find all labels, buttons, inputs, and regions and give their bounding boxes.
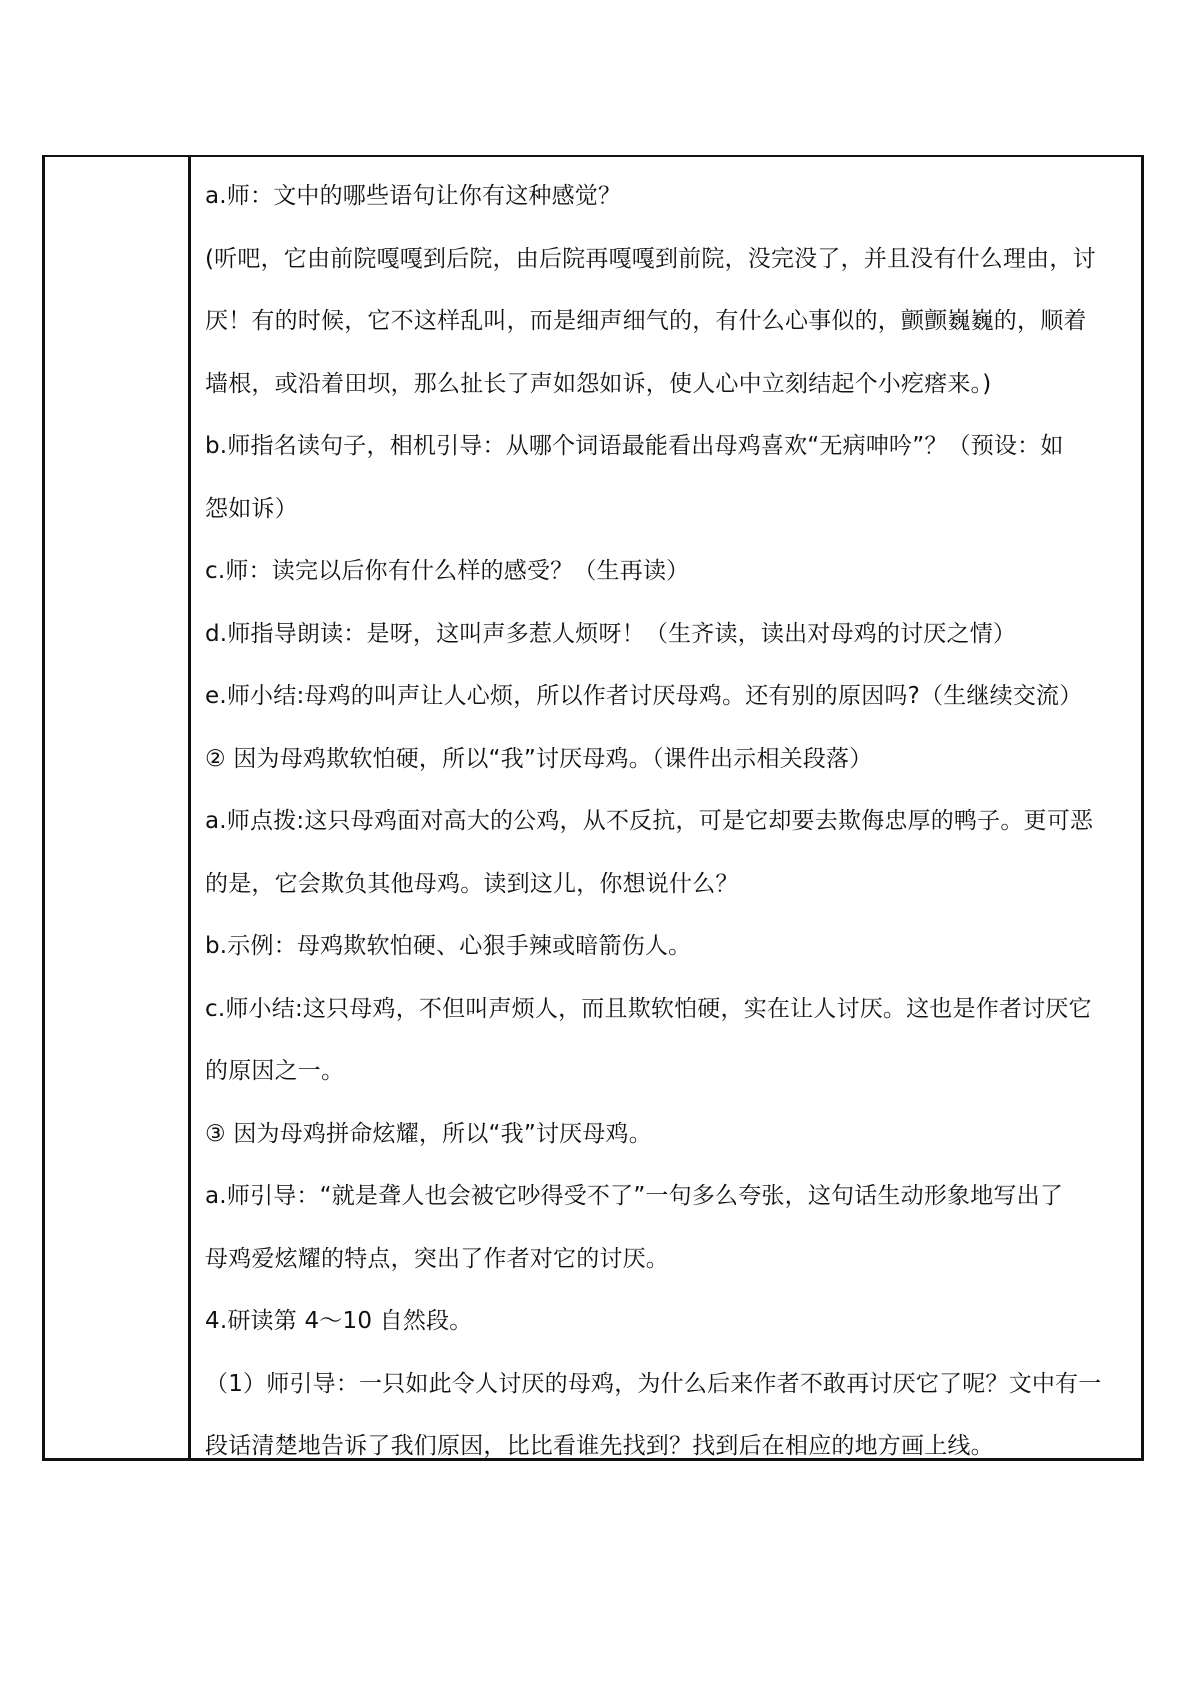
text-line: 的原因之一。 <box>205 1058 345 1084</box>
table-left-cell <box>45 157 191 1458</box>
lesson-table <box>42 155 1144 1461</box>
text-line: ② 因为母鸡欺软怕硬，所以“我”讨厌母鸡。（课件出示相关段落） <box>205 745 873 772</box>
text-line: 的是，它会欺负其他母鸡。读到这儿，你想说什么？ <box>205 870 739 897</box>
text-line: (听吧，它由前院嘎嘎到后院，由后院再嘎嘎到前院，没完没了，并且没有什么理由，讨 <box>205 245 1096 272</box>
text-line: a.师点拨:这只母鸡面对高大的公鸡，从不反抗，可是它却要去欺侮忠厚的鸭子。更可恶 <box>205 808 1094 834</box>
text-line: 4.研读第 4～10 自然段。 <box>205 1308 473 1334</box>
text-line: c.师：读完以后你有什么样的感受？（生再读） <box>205 558 690 584</box>
text-line: a.师：文中的哪些语句让你有这种感觉？ <box>205 183 622 209</box>
text-line: 厌！有的时候，它不这样乱叫，而是细声细气的，有什么心事似的，颤颤巍巍的，顺着 <box>205 308 1087 334</box>
text-line: a.师引导：“就是聋人也会被它吵得受不了”一句多么夸张，这句话生动形象地写出了 <box>205 1183 1064 1209</box>
text-line: b.师指名读句子，相机引导：从哪个词语最能看出母鸡喜欢“无病呻吟”？（预设：如 <box>205 433 1064 459</box>
text-line: 段话清楚地告诉了我们原因，比比看谁先找到？找到后在相应的地方画上线。 <box>205 1433 994 1458</box>
text-line: c.师小结:这只母鸡，不但叫声烦人，而且欺软怕硬，实在让人讨厌。这也是作者讨厌它 <box>205 995 1092 1022</box>
text-line: ③ 因为母鸡拼命炫耀，所以“我”讨厌母鸡。 <box>205 1120 652 1147</box>
table-content-cell <box>191 157 1141 1458</box>
text-line: 怨如诉） <box>205 495 298 522</box>
text-line: b.示例：母鸡欺软怕硬、心狠手辣或暗箭伤人。 <box>205 933 692 959</box>
text-line: d.师指导朗读：是呀，这叫声多惹人烦呀！（生齐读，读出对母鸡的讨厌之情） <box>205 620 1017 647</box>
text-line: e.师小结:母鸡的叫声让人心烦，所以作者讨厌母鸡。还有别的原因吗?（生继续交流） <box>205 683 1083 709</box>
text-line: 母鸡爱炫耀的特点，突出了作者对它的讨厌。 <box>205 1245 669 1272</box>
text-line: 墙根，或沿着田坝，那么扯长了声如怨如诉，使人心中立刻结起个小疙瘩来。) <box>205 370 992 397</box>
text-line: （1）师引导：一只如此令人讨厌的母鸡，为什么后来作者不敢再讨厌它了呢？文中有一 <box>205 1370 1102 1397</box>
